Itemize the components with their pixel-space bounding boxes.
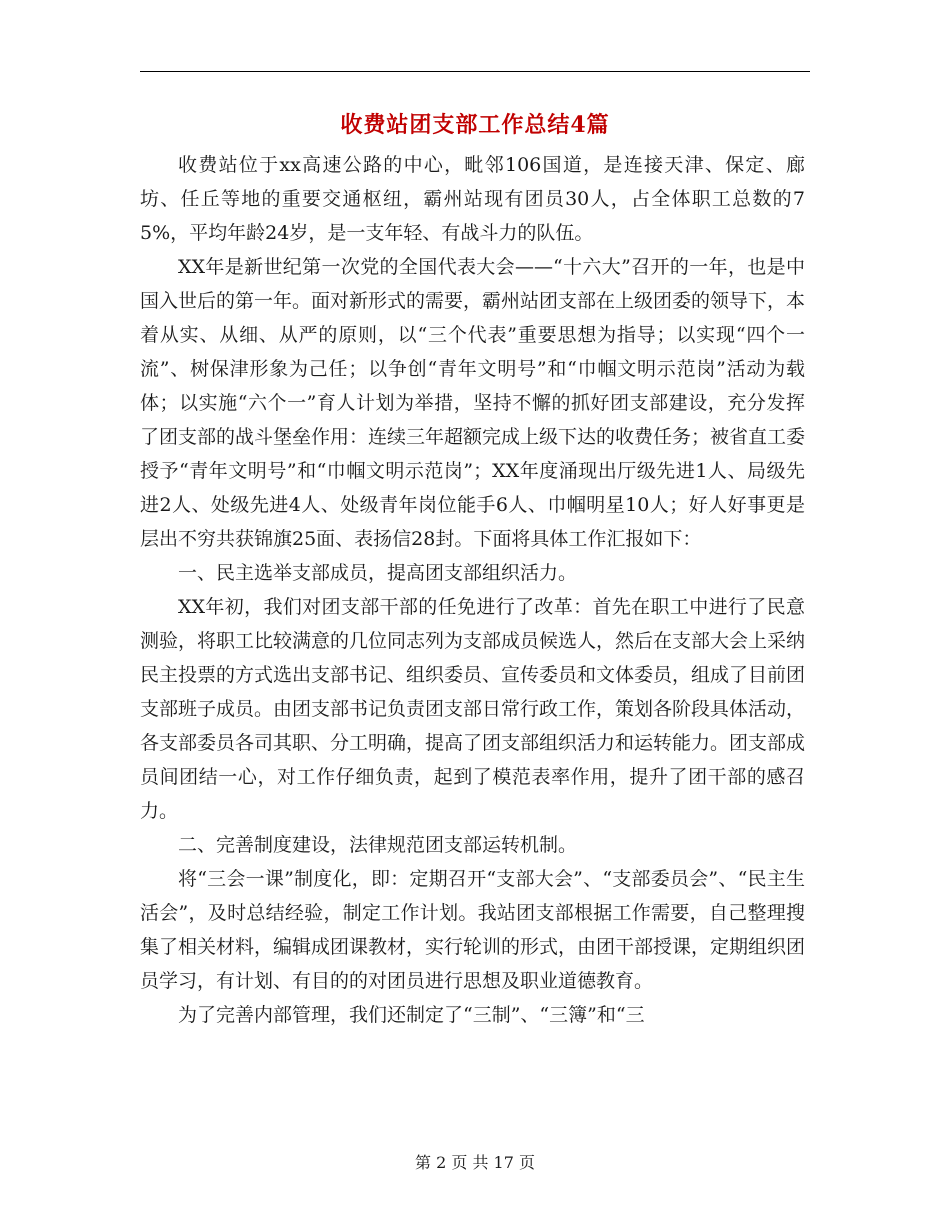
document-title: 收费站团支部工作总结4篇 [340,112,610,138]
paragraph-overview: XX年是新世纪第一次党的全国代表大会——“十六大”召开的一年，也是中国入世后的第一年。面对新形式的需要，霸州站团支部在上级团委的领导下，本着从实、从细、从严的原则，以“三个代表”重要思想为指导；以实现“四个一流”、树保津形象为己任；以争创“青年文明号”和“巾帼文明示范岗”活动为载体；以实施“六个一”育人计划为举措，坚持不懈的抓好团支部建设，充分发挥了团支部的战斗堡垒作用：连续三年超额完成上级下达的收费任务；被省直工委授予“青年文明号”和“巾帼文明示范岗”；XX年度涌现出厅级先进1人、局级先进2人、处级先进4人、处级青年岗位能手6人、巾帼明星10人；好人好事更是层出不穷共获锦旗25面、表扬信28封。下面将具体工作汇报如下： [140,256,806,550]
section-heading-1: 一、民主选举支部成员，提高团支部组织活力。 [178,562,578,584]
page-number: 第 2 页 共 17 页 [415,1153,535,1172]
section-heading-2: 二、完善制度建设，法律规范团支部运转机制。 [178,834,578,856]
paragraph-intro: 收费站位于xx高速公路的中心，毗邻106国道，是连接天津、保定、廊坊、任丘等地的重要交通枢纽，霸州站现有团员30人，占全体职工总数的75%，平均年龄24岁，是一支年轻、有战斗力的队伍。 [140,154,805,244]
document-body [140,148,805,1032]
paragraph-section-2: 将“三会一课”制度化，即：定期召开“支部大会”、“支部委员会”、“民主生活会”，及时总结经验，制定工作计划。我站团支部根据工作需要，自己整理搜集了相关材料，编辑成团课教材，实行轮训的形式，由团干部授课，定期组织团员学习，有计划、有目的的对团员进行思想及职业道德教育。 [140,868,806,992]
paragraph-section-1: XX年初，我们对团支部干部的任免进行了改革：首先在职工中进行了民意测验，将职工比较满意的几位同志列为支部成员候选人，然后在支部大会上采纳民主投票的方式选出支部书记、组织委员、宣传委员和文体委员，组成了目前团支部班子成员。由团支部书记负责团支部日常行政工作，策划各阶段具体活动，各支部委员各司其职、分工明确，提高了团支部组织活力和运转能力。团支部成员间团结一心，对工作仔细负责，起到了模范表率作用，提升了团干部的感召力。 [140,596,806,822]
paragraph-section-2-continued: 为了完善内部管理，我们还制定了“三制”、“三簿”和“三 [178,1004,645,1026]
header-rule [140,71,810,72]
